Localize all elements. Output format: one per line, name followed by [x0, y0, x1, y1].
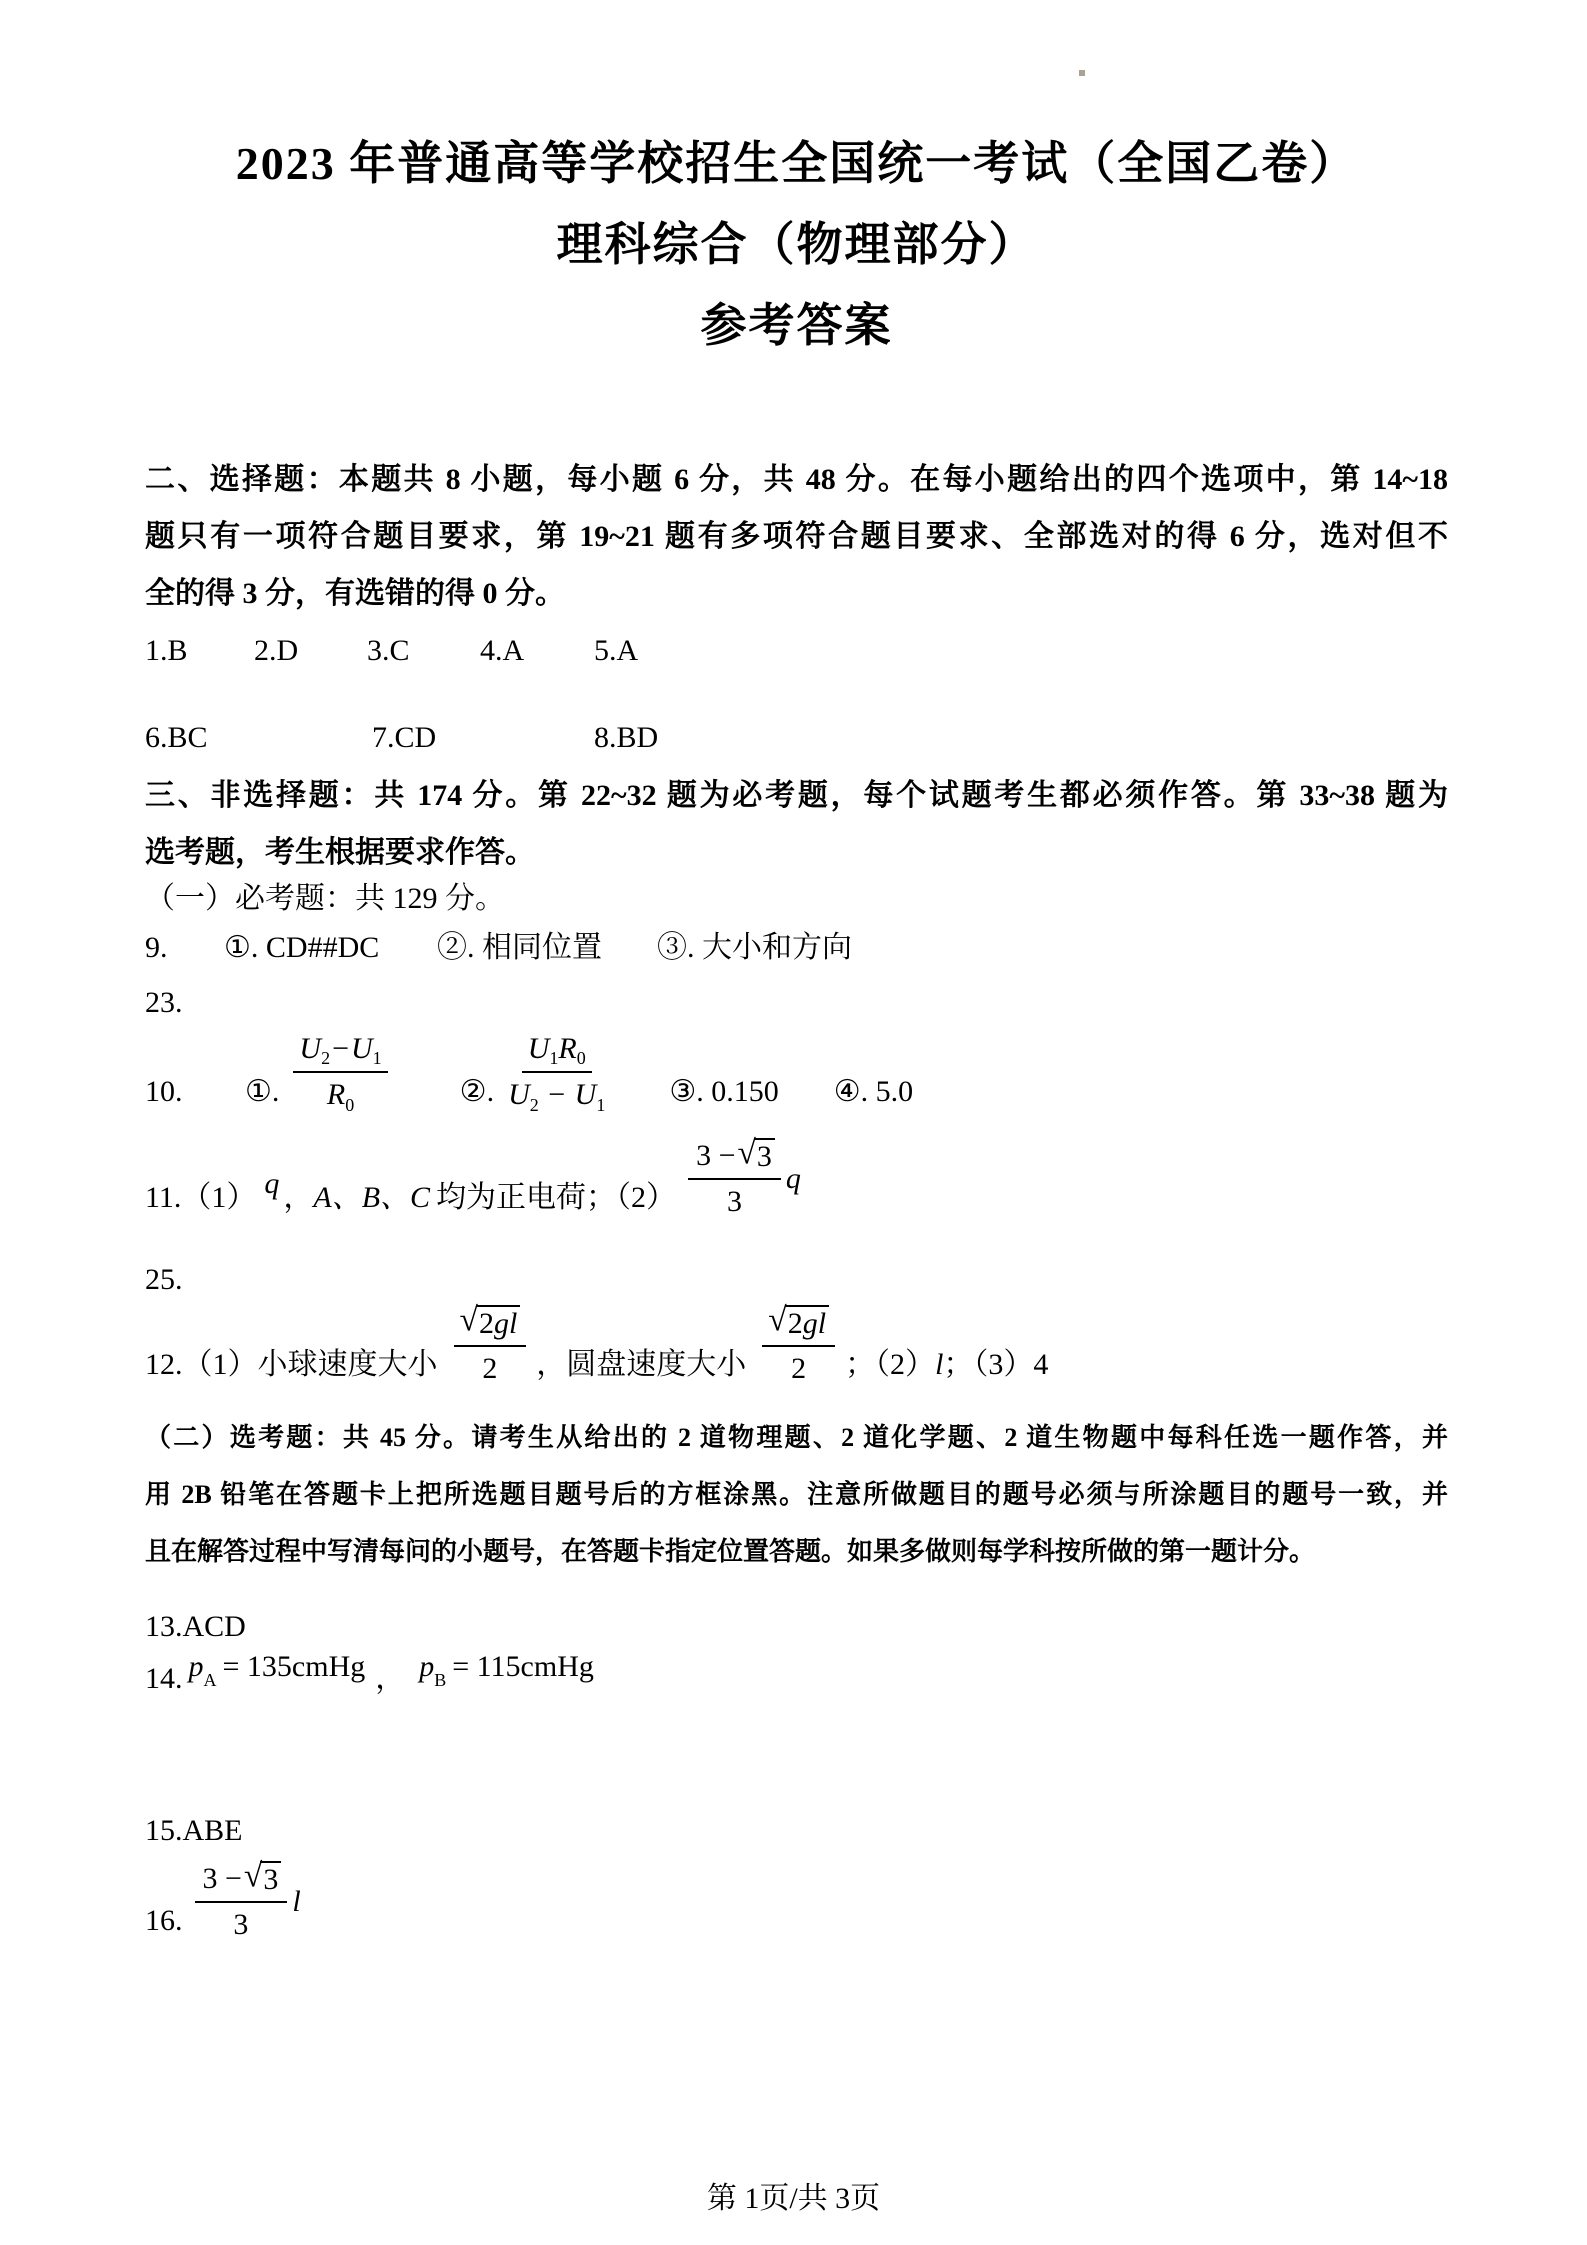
q11-charge-q: q [264, 1167, 280, 1200]
answer-5: 5.A [594, 634, 639, 667]
radical-sign: √ [243, 1857, 263, 1895]
section2-line-3: 全的得 3 分，有选错的得 0 分。 [145, 577, 565, 610]
answer-1: 1.B [145, 634, 188, 667]
choice-answers-row-1 [145, 622, 1448, 679]
q12-length-l: l [935, 1347, 944, 1381]
answer-4: 4.A [480, 634, 525, 667]
fraction-3-minus-sqrt3-over-3: 3 − √ 3 3 [195, 1861, 288, 1943]
answer-line-15: 15.ABE [145, 1813, 243, 1847]
q10-number: 10. [145, 1075, 183, 1108]
radical-sign: √ [737, 1135, 756, 1173]
q14-pressure-a: p $_A$ = 135cmHg [188, 1649, 366, 1690]
answer-line-10 [145, 1031, 1448, 1114]
q16-number: 16. [145, 1903, 183, 1937]
q10-item-4: ④. 5.0 [833, 1075, 914, 1108]
answer-6: 6.BC [145, 721, 208, 754]
elective-instructions [145, 1409, 1448, 1580]
section3-instructions [145, 767, 1448, 881]
document-title-block [145, 123, 1448, 366]
q12-number-and-text: 12.（1）小球速度大小 [145, 1347, 438, 1381]
fraction-3-minus-sqrt3-over-3: 3 − √ 3 3 [688, 1138, 781, 1220]
q9-number: 9. [145, 931, 168, 964]
q11-number: 11.（1） [145, 1181, 257, 1214]
required-part-header: （一）必考题：共 129 分。 [145, 882, 505, 915]
q11-result-expression: 3 − √ 3 3 q [688, 1138, 801, 1220]
choice-answers-row-2 [145, 709, 1448, 766]
answer-line-13: 13.ACD [145, 1609, 246, 1643]
section3-line-1: 三、非选择题：共 174 分。第 22~32 题为必考题，每个试题考生都必须作答。第 33~38 题为 [145, 779, 1448, 812]
q14-number: 14. [145, 1661, 183, 1695]
answer-8: 8.BD [594, 721, 659, 754]
title-line-3: 参考答案 [700, 300, 893, 351]
elective-line-2: 用 2B 铅笔在答题卡上把所选题目题号后的方框涂黑。注意所做题目的题号必须与所涂题目的题号一致，并 [145, 1479, 1448, 1509]
title-line-1: 2023 年普通高等学校招生全国统一考试（全国乙卷） [235, 138, 1358, 189]
radical-sign: √ [459, 1301, 478, 1339]
section2-line-1: 二、选择题：本题共 8 小题，每小题 6 分，共 48 分。在每小题给出的四个选项中，第 14~18 [145, 463, 1448, 496]
answer-line-11: 11.（1） q ， A、B、C 均为正电荷；（2） 3 − √ 3 3 q [145, 1135, 801, 1218]
stray-number-23: 23. [145, 986, 183, 1019]
stray-number-25: 25. [145, 1263, 183, 1296]
q10-item-3: ③. 0.150 [669, 1075, 779, 1108]
q9-item-3: ③. 大小和方向 [657, 931, 852, 964]
fraction-u1r0-over-u2-u1: U $_1$ R $_0$ $U_2 - U_1$ [508, 1032, 606, 1115]
section3-line-2: 选考题，考生根据要求作答。 [145, 836, 535, 869]
answer-2: 2.D [254, 634, 299, 667]
title-line-2: 理科综合（物理部分） [556, 219, 1037, 270]
elective-line-1: （二）选考题：共 45 分。请考生从给出的 2 道物理题、2 道化学题、2 道生物题中每科任选一题作答，并 [145, 1422, 1448, 1452]
fraction-u2-u1-over-r0: U $_2$ − U $_1$ $R_0$ [293, 1031, 387, 1114]
page-content [145, 0, 1448, 1943]
answer-7: 7.CD [372, 721, 437, 754]
q10-item-1-label: ①. [245, 1075, 280, 1108]
answer-3: 3.C [367, 634, 410, 667]
q9-item-1: ①. CD##DC [224, 931, 380, 964]
answer-line-9 [145, 919, 1448, 976]
answer-line-14: 14. p $_A$ = 135cmHg ， p $_B$ = 115cmHg [145, 1657, 1448, 1701]
radical-sign: √ [768, 1301, 787, 1339]
answer-line-12: 12.（1）小球速度大小 √ 2gl 2 ，圆盘速度大小 √ 2gl 2 ；（2） l ；（3）4 [145, 1301, 1049, 1385]
answer-line-16 [145, 1857, 1448, 1943]
fraction-sqrt2gl-over-2-disc: √ 2gl 2 [762, 1305, 835, 1387]
section2-instructions [145, 451, 1448, 622]
page-footer: 第 1页/共 3页 [706, 2182, 881, 2215]
q9-item-2: ②. 相同位置 [437, 931, 602, 964]
section2-line-2: 题只有一项符合题目要求，第 19~21 题有多项符合题目要求、全部选对的得 6 分，选对但不 [145, 520, 1448, 553]
q16-result-expression: 3 − √ 3 3 l [195, 1861, 301, 1943]
q14-pressure-b: p $_B$ = 115cmHg [419, 1649, 594, 1690]
fraction-sqrt2gl-over-2-ball: √ 2gl 2 [454, 1305, 527, 1387]
q10-item-2-label: ②. [459, 1075, 495, 1108]
q11-points-abc: A、B、C [313, 1181, 431, 1214]
elective-line-3: 且在解答过程中写清每问的小题号，在答题卡指定位置答题。如果多做则每学科按所做的第一题计分。 [145, 1536, 1316, 1566]
